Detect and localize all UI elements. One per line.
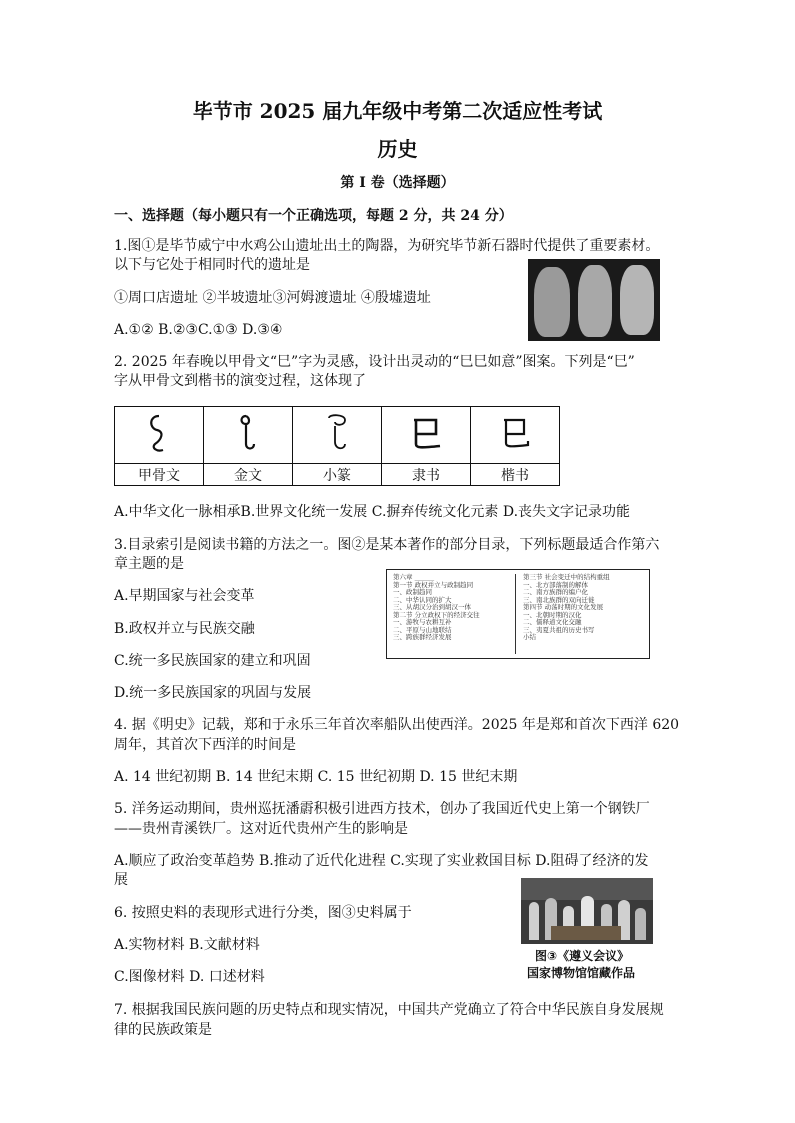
q5-stem-line2: ——贵州青溪铁厂。这对近代贵州产生的影响是 [114,821,408,837]
q4-stem-line1: 4. 据《明史》记载，郑和于永乐三年首次率船队出使西洋。2025 年是郑和首次下西洋 620 [114,717,680,733]
toc-entry: 第四节 动荡时期的文化发展 [523,603,604,611]
figure3-caption-title: 图③《遵义会议》 [535,949,630,963]
toc-left-column [393,574,480,642]
table-of-contents-figure [386,569,650,659]
q7-stem-line1: 7. 根据我国民族问题的历史特点和现实情况，中国共产党确立了符合中华民族自身发展规 [114,1002,664,1018]
toc-entry: 小结 [523,633,536,641]
glyph-small-seal [293,407,382,464]
exam-subject: 历史 [377,137,418,161]
toc-entry: 一、政制趋同 [393,588,432,596]
toc-entry: 三、从胡汉分治到胡汉一体 [393,603,471,611]
q2-stem-line1: 2. 2025 年春晚以甲骨文“巳”字为灵感，设计出灵动的“巳巳如意”图案。下列是“巳” [114,354,635,370]
toc-entry: 三、跨族群经济发展 [393,633,452,641]
glyph-bronze [204,407,293,464]
q7-stem-line2: 律的民族政策是 [114,1022,212,1038]
q4-options: A. 14 世纪初期 B. 14 世纪末期 C. 15 世纪初期 D. 15 世纪末期 [114,769,518,785]
section-heading: 一、选择题（每小题只有一个正确选项，每题 2 分，共 24 分） [114,208,513,224]
q3-stem-line1: 3.目录索引是阅读书籍的方法之一。图②是某本著作的部分目录，下列标题最适合作第六 [114,537,660,553]
pottery-vessel [534,267,570,337]
toc-entry: 三、南北族群的双向迁徙 [523,595,595,604]
glyph-oracle-bone [115,407,204,464]
toc-entry: 三、夷夏共祖的历史书写 [523,625,595,634]
q1-items: ①周口店遗址 ②半坡遗址③河姆渡遗址 ④殷墟遗址 [114,290,431,306]
q1-options: A.①② B.②③C.①③ D.③④ [114,322,283,338]
script-label: 小篆 [293,464,382,486]
q3-option-d: D.统一多民族国家的巩固与发展 [114,685,312,701]
toc-entry: 第六章 ______ [393,573,435,581]
toc-entry: 二、儒释道文化交融 [523,618,582,626]
script-evolution-table [114,406,560,486]
toc-divider [515,574,516,654]
toc-entry: 第一节 政权并立与政制趋同 [393,580,474,589]
script-label: 金文 [204,464,293,486]
glyph-clerical [382,407,471,464]
q6-options-cd: C.图像材料 D. 口述材料 [114,969,265,985]
q5-stem-line1: 5. 洋务运动期间，贵州巡抚潘霨积极引进西方技术，创办了我国近代史上第一个钢铁厂 [114,801,650,817]
q3-option-c: C.统一多民族国家的建立和巩固 [114,653,311,669]
toc-entry: 二、南方族群的编户化 [523,588,588,596]
q5-options-line2: 展 [114,872,128,888]
script-label: 楷书 [471,464,560,486]
pottery-vessel [578,265,612,337]
q5-options-line1: A.顺应了政治变革趋势 B.推动了近代化进程 C.实现了实业救国目标 D.阻碍了经济的发 [114,853,649,869]
script-label: 甲骨文 [115,464,204,486]
toc-entry: 第三节 社会变迁中的结构重组 [523,573,610,581]
q2-options: A.中华文化一脉相承B.世界文化统一发展 C.摒弃传统文化元素 D.丧失文字记录功能 [114,504,631,520]
q3-stem-line2: 章主题的是 [114,556,184,572]
zunyi-meeting-painting [521,878,653,944]
toc-entry: 一、游牧与农耕互补 [393,618,452,626]
q3-option-a: A.早期国家与社会变革 [114,588,255,604]
toc-entry: 一、北方部落制的解体 [523,580,588,589]
q2-stem-line2: 字从甲骨文到楷书的演变过程，这体现了 [114,373,366,389]
exam-title: 毕节市 2025 届九年级中考第二次适应性考试 [192,99,603,123]
q6-stem: 6. 按照史料的表现形式进行分类，图③史料属于 [114,905,412,921]
toc-entry: 二、中华认同的扩大 [393,595,452,604]
script-label: 隶书 [382,464,471,486]
toc-entry: 第二节 分立政权下的经济交往 [393,610,480,619]
figure3-caption-source: 国家博物馆馆藏作品 [527,966,636,980]
toc-entry: 一、北朝时期的汉化 [523,610,582,619]
q1-stem-line2: 以下与它处于相同时代的遗址是 [114,257,310,273]
volume-heading: 第 I 卷（选择题） [340,175,455,191]
glyph-regular [471,407,560,464]
toc-right-column [523,574,610,642]
q4-stem-line2: 周年，其首次下西洋的时间是 [114,737,296,753]
pottery-vessel [620,265,654,335]
pottery-photo [528,259,660,341]
q1-stem-line1: 1.图①是毕节威宁中水鸡公山遗址出土的陶器，为研究毕节新石器时代提供了重要素材。 [114,238,660,254]
q3-option-b: B.政权并立与民族交融 [114,621,255,637]
q6-options-ab: A.实物材料 B.文献材料 [114,937,260,953]
toc-entry: 二、平原与山地联结 [393,625,452,634]
